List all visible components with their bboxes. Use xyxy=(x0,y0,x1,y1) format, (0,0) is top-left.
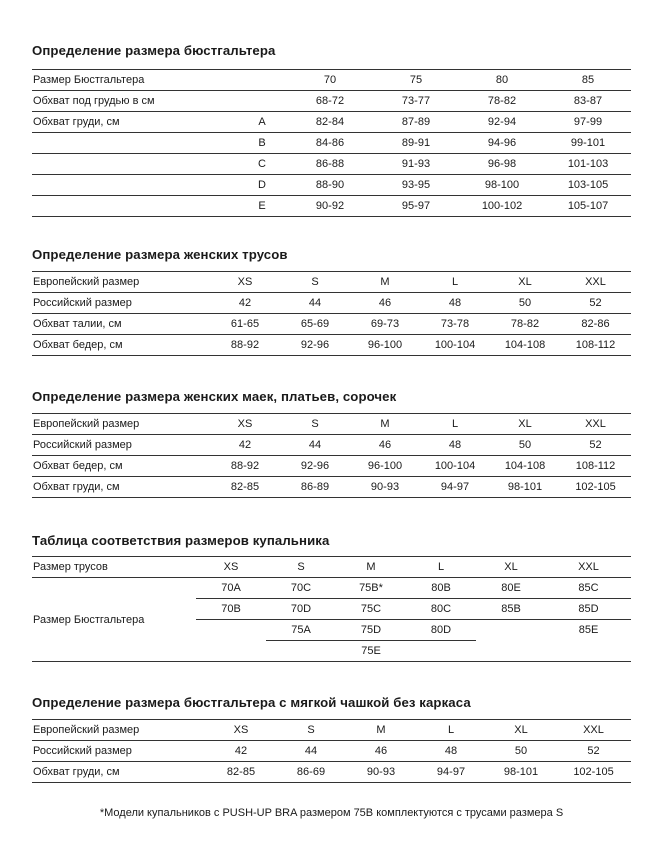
table-cell: 92-96 xyxy=(280,456,350,477)
table-cell xyxy=(266,641,336,662)
cup-label: B xyxy=(237,133,287,154)
table-cell: 80E xyxy=(476,578,546,599)
table-cell: 95-97 xyxy=(373,196,459,217)
table-row xyxy=(32,741,631,762)
table-row xyxy=(32,435,631,456)
table-cell: 82-84 xyxy=(287,112,373,133)
table-cell: S xyxy=(280,272,350,293)
table-cell: 70A xyxy=(196,578,266,599)
table-cell: 48 xyxy=(420,293,490,314)
table-cell: S xyxy=(266,557,336,578)
table-cell: 50 xyxy=(486,741,556,762)
table-row xyxy=(32,272,631,293)
row-label: Обхват талии, см xyxy=(32,314,210,335)
footnote: *Модели купальников с PUSH-UP BRA размером 75B комплектуются с трусами размера S xyxy=(99,807,564,819)
table-cell: 85B xyxy=(476,599,546,620)
table-cell: 96-98 xyxy=(459,154,545,175)
table-cell: 85D xyxy=(546,599,631,620)
table-cell: 75C xyxy=(336,599,406,620)
briefs-size-title: Определение размера женских трусов xyxy=(32,247,288,262)
table-row xyxy=(32,578,631,599)
table-cell: 69-73 xyxy=(350,314,420,335)
table-row xyxy=(32,70,631,91)
table-cell xyxy=(476,641,546,662)
table-cell xyxy=(476,620,546,641)
table-cell: 98-101 xyxy=(486,762,556,783)
row-label: Европейский размер xyxy=(32,720,206,741)
table-cell: 88-92 xyxy=(210,456,280,477)
table-row xyxy=(32,91,631,112)
table-cell: 75D xyxy=(336,620,406,641)
row-label: Обхват бедер, см xyxy=(32,456,210,477)
table-cell: M xyxy=(350,272,420,293)
table-cell: XL xyxy=(490,272,560,293)
table-cell: 84-86 xyxy=(287,133,373,154)
tops-size-table xyxy=(32,413,631,498)
table-cell: 61-65 xyxy=(210,314,280,335)
cup-label: A xyxy=(237,112,287,133)
table-cell: 108-112 xyxy=(560,456,631,477)
table-cell: XXL xyxy=(546,557,631,578)
table-cell: 96-100 xyxy=(350,456,420,477)
table-cell: 80B xyxy=(406,578,476,599)
cup-label: E xyxy=(237,196,287,217)
table-cell: 102-105 xyxy=(560,477,631,498)
table-cell: 98-101 xyxy=(490,477,560,498)
table-cell: 80 xyxy=(459,70,545,91)
table-cell: 48 xyxy=(420,435,490,456)
table-cell: 99-101 xyxy=(545,133,631,154)
table-cell: 90-93 xyxy=(346,762,416,783)
table-cell: 88-90 xyxy=(287,175,373,196)
table-row xyxy=(32,720,631,741)
row-label: Европейский размер xyxy=(32,414,210,435)
table-cell: 104-108 xyxy=(490,335,560,356)
table-cell: 94-97 xyxy=(416,762,486,783)
table-cell: 44 xyxy=(280,293,350,314)
table-cell: 87-89 xyxy=(373,112,459,133)
table-cell: 44 xyxy=(280,435,350,456)
table-row xyxy=(32,557,631,578)
soft-bra-size-section xyxy=(32,695,631,783)
table-cell: 50 xyxy=(490,293,560,314)
table-cell: XXL xyxy=(560,272,631,293)
cup-label: D xyxy=(237,175,287,196)
row-label: Российский размер xyxy=(32,293,210,314)
table-cell: M xyxy=(346,720,416,741)
row-label: Размер Бюстгальтера xyxy=(32,578,196,662)
table-row xyxy=(32,293,631,314)
table-cell: XS xyxy=(210,272,280,293)
table-row xyxy=(32,335,631,356)
table-cell: 102-105 xyxy=(556,762,631,783)
table-cell: S xyxy=(276,720,346,741)
row-label: Обхват под грудью в см xyxy=(32,91,237,112)
table-cell: 104-108 xyxy=(490,456,560,477)
table-cell: 83-87 xyxy=(545,91,631,112)
table-cell: XS xyxy=(196,557,266,578)
bra-size-section xyxy=(32,43,631,217)
row-label: Обхват груди, см xyxy=(32,477,210,498)
table-cell: 52 xyxy=(560,435,631,456)
table-cell: 86-88 xyxy=(287,154,373,175)
table-cell: 75A xyxy=(266,620,336,641)
table-row xyxy=(32,414,631,435)
table-cell: 82-85 xyxy=(210,477,280,498)
table-cell xyxy=(196,620,266,641)
table-cell: 78-82 xyxy=(459,91,545,112)
table-cell: 100-102 xyxy=(459,196,545,217)
tops-size-title: Определение размера женских маек, платьев, сорочек xyxy=(32,389,397,404)
table-cell: 46 xyxy=(346,741,416,762)
row-label: Размер Бюстгальтера xyxy=(32,70,237,91)
row-label: Обхват груди, см xyxy=(32,112,237,133)
briefs-size-section xyxy=(32,247,631,356)
table-cell: 42 xyxy=(210,293,280,314)
table-cell: 42 xyxy=(206,741,276,762)
table-cell: 89-91 xyxy=(373,133,459,154)
table-cell xyxy=(406,641,476,662)
table-cell xyxy=(546,641,631,662)
table-cell: L xyxy=(420,414,490,435)
table-cell: 46 xyxy=(350,293,420,314)
table-cell xyxy=(196,641,266,662)
table-cell: 75B* xyxy=(336,578,406,599)
table-cell: 44 xyxy=(276,741,346,762)
row-label: Обхват груди, см xyxy=(32,762,206,783)
table-cell: XL xyxy=(476,557,546,578)
table-row xyxy=(32,133,631,154)
table-cell: 93-95 xyxy=(373,175,459,196)
table-row xyxy=(32,314,631,335)
soft-bra-size-table xyxy=(32,719,631,783)
bra-size-title: Определение размера бюстгальтера xyxy=(32,43,276,58)
table-cell: 94-97 xyxy=(420,477,490,498)
table-cell: 86-89 xyxy=(280,477,350,498)
table-row xyxy=(32,112,631,133)
table-cell: 82-86 xyxy=(560,314,631,335)
table-row xyxy=(32,175,631,196)
table-cell: 75E xyxy=(336,641,406,662)
row-label: Обхват бедер, см xyxy=(32,335,210,356)
table-cell: 65-69 xyxy=(280,314,350,335)
table-cell: S xyxy=(280,414,350,435)
row-label: Российский размер xyxy=(32,741,206,762)
table-cell: 90-93 xyxy=(350,477,420,498)
table-cell: 88-92 xyxy=(210,335,280,356)
briefs-size-table xyxy=(32,271,631,356)
cup-label: C xyxy=(237,154,287,175)
table-cell: L xyxy=(420,272,490,293)
table-cell: 91-93 xyxy=(373,154,459,175)
table-cell: 103-105 xyxy=(545,175,631,196)
table-cell: 50 xyxy=(490,435,560,456)
table-cell: 92-94 xyxy=(459,112,545,133)
table-cell: XS xyxy=(206,720,276,741)
swimsuit-size-table xyxy=(32,556,631,662)
table-cell: 52 xyxy=(556,741,631,762)
table-cell: 85 xyxy=(545,70,631,91)
table-cell: M xyxy=(350,414,420,435)
table-cell: 46 xyxy=(350,435,420,456)
table-cell: 86-69 xyxy=(276,762,346,783)
table-cell: 42 xyxy=(210,435,280,456)
table-cell: 82-85 xyxy=(206,762,276,783)
table-cell: 73-77 xyxy=(373,91,459,112)
table-cell: 70C xyxy=(266,578,336,599)
table-cell: XL xyxy=(486,720,556,741)
row-label: Размер трусов xyxy=(32,557,196,578)
table-cell: 92-96 xyxy=(280,335,350,356)
table-cell: 105-107 xyxy=(545,196,631,217)
swimsuit-size-section xyxy=(32,533,631,662)
table-cell: 98-100 xyxy=(459,175,545,196)
bra-size-table xyxy=(32,69,631,217)
table-cell: L xyxy=(416,720,486,741)
row-label: Европейский размер xyxy=(32,272,210,293)
table-cell: 97-99 xyxy=(545,112,631,133)
table-cell: 100-104 xyxy=(420,456,490,477)
table-cell: 78-82 xyxy=(490,314,560,335)
soft-bra-size-title: Определение размера бюстгальтера с мягкой чашкой без каркаса xyxy=(32,695,471,710)
row-label: Российский размер xyxy=(32,435,210,456)
table-cell: XL xyxy=(490,414,560,435)
table-cell: 85C xyxy=(546,578,631,599)
table-cell: XXL xyxy=(560,414,631,435)
table-row xyxy=(32,762,631,783)
table-cell: 70D xyxy=(266,599,336,620)
table-cell: 80D xyxy=(406,620,476,641)
table-row xyxy=(32,154,631,175)
tops-size-section xyxy=(32,389,631,498)
table-cell: 68-72 xyxy=(287,91,373,112)
table-cell: 80C xyxy=(406,599,476,620)
table-cell: XXL xyxy=(556,720,631,741)
table-cell: L xyxy=(406,557,476,578)
table-cell: 94-96 xyxy=(459,133,545,154)
swimsuit-size-title: Таблица соответствия размеров купальника xyxy=(32,533,330,548)
table-cell: M xyxy=(336,557,406,578)
table-cell: XS xyxy=(210,414,280,435)
table-row xyxy=(32,477,631,498)
table-cell: 90-92 xyxy=(287,196,373,217)
table-cell: 52 xyxy=(560,293,631,314)
table-cell: 108-112 xyxy=(560,335,631,356)
table-cell: 70B xyxy=(196,599,266,620)
table-cell: 85E xyxy=(578,624,599,637)
table-cell: 75 xyxy=(373,70,459,91)
table-cell: 100-104 xyxy=(420,335,490,356)
table-cell: 73-78 xyxy=(420,314,490,335)
table-row xyxy=(32,456,631,477)
table-cell: 70 xyxy=(287,70,373,91)
table-cell: 96-100 xyxy=(350,335,420,356)
table-row xyxy=(32,196,631,217)
table-cell: 101-103 xyxy=(545,154,631,175)
table-cell: 48 xyxy=(416,741,486,762)
